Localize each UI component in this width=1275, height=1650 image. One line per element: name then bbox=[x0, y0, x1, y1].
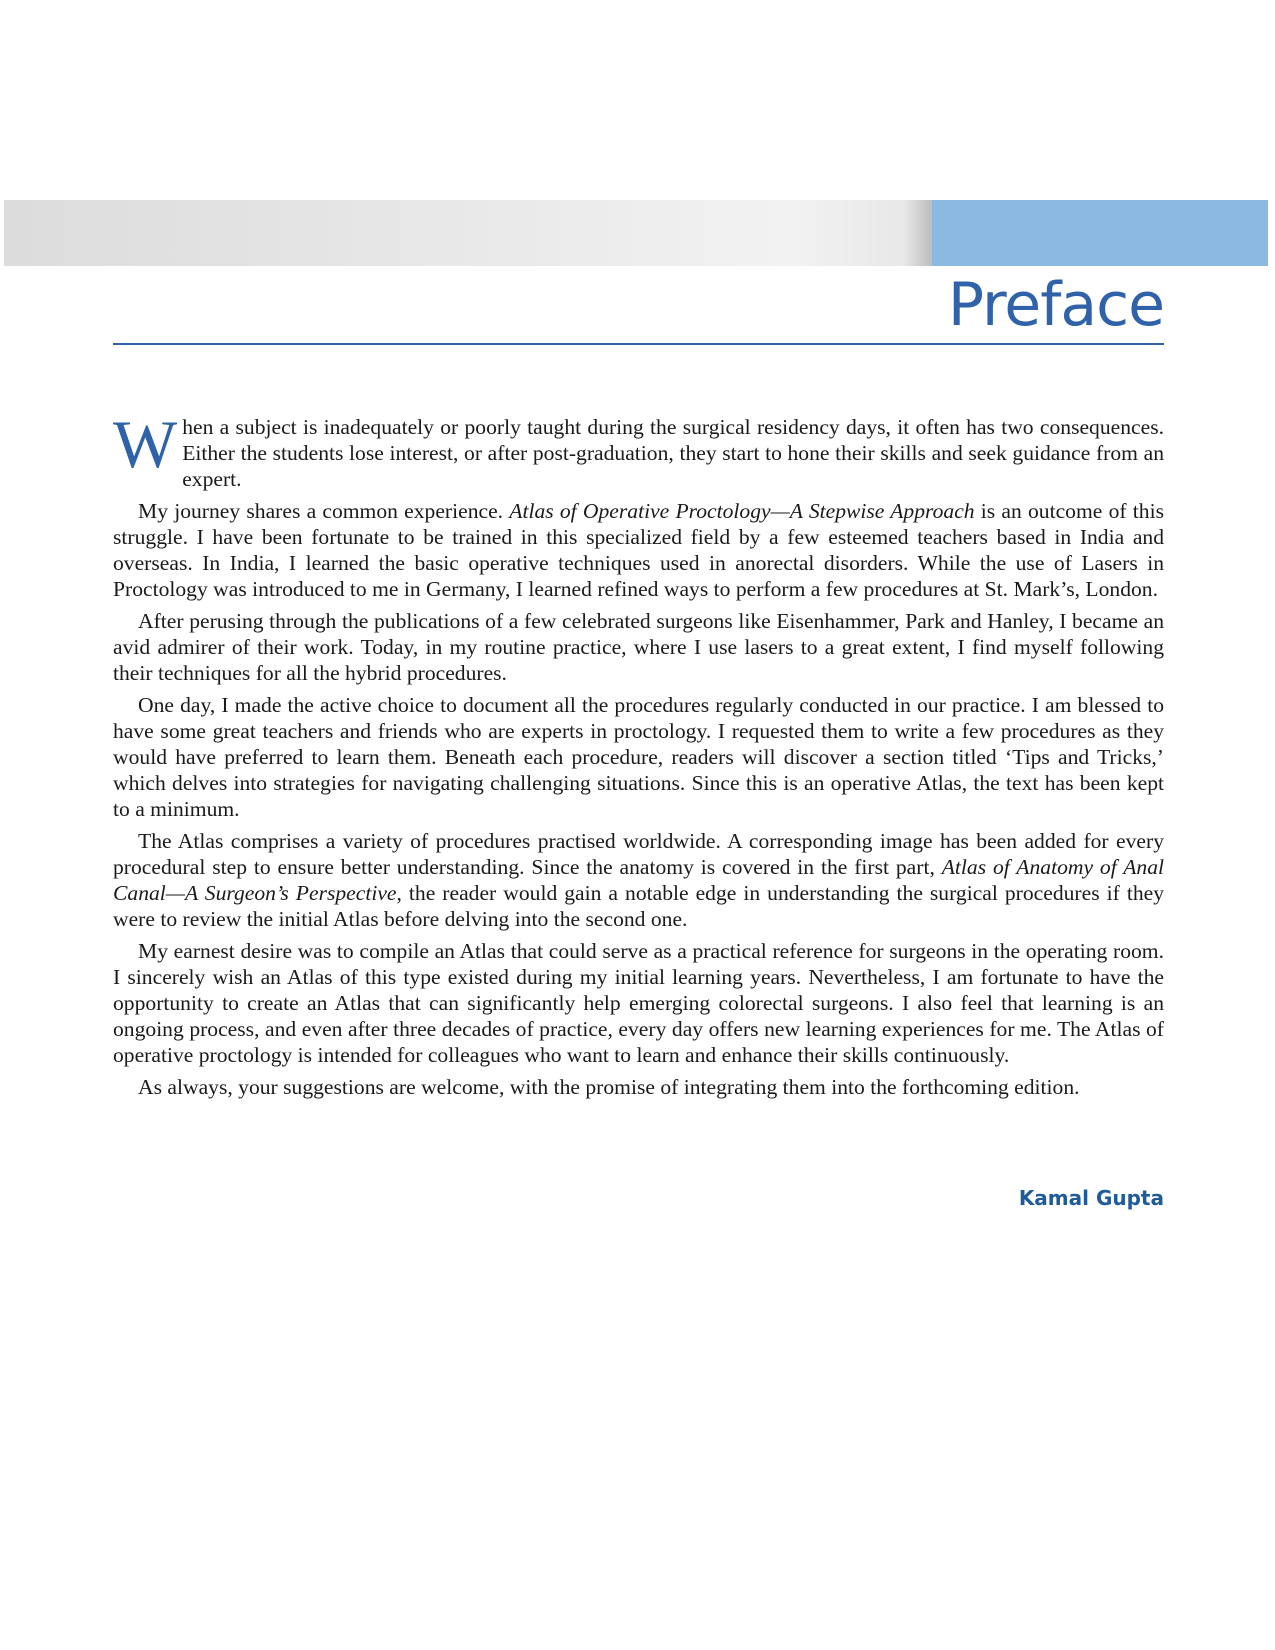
paragraph-3: After perusing through the publications of a few celebrated surgeons like Eisenhammer, Park and Hanley, I became an avid admirer of their work. Today, in my routine practice, where I use lasers to a great extent, I find myself following their techniques for all the hybrid procedures. bbox=[113, 609, 1164, 685]
book-title-anatomy: Atlas of Anatomy of Anal Canal—A Surgeon’s Perspective bbox=[113, 855, 1164, 905]
page-title: Preface bbox=[947, 270, 1164, 340]
paragraph-1 bbox=[113, 406, 1164, 492]
preface-body bbox=[113, 406, 1164, 1106]
paragraph-5-text-b: , the reader would gain a notable edge in understanding the surgical procedures if they were to review the initial Atlas before delving into the second one. bbox=[113, 881, 1164, 931]
paragraph-5 bbox=[113, 828, 1164, 932]
paragraph-2-text-b: is an outcome of this struggle. I have been fortunate to be trained in this specialized field by a few esteemed teachers based in India and overseas. In India, I learned the basic operative techniques used in anorectal disorders. While the use of Lasers in Proctology was introduced to me in Germany, I learned refined ways to perform a few procedures at St. Mark’s, London. bbox=[113, 499, 1164, 601]
paragraph-4: One day, I made the active choice to document all the procedures regularly conducted in our practice. I am blessed to have some great teachers and friends who are experts in proctology. I requested them to write a few procedures as they would have preferred to learn them. Beneath each procedure, readers will discover a section titled ‘Tips and Tricks,’ which delves into strategies for navigating challenging situations. Since this is an operative Atlas, the text has been kept to a minimum. bbox=[113, 693, 1164, 821]
header-band-gray bbox=[4, 200, 932, 266]
header-band-blue bbox=[932, 200, 1268, 266]
dropcap: W bbox=[113, 406, 178, 482]
paragraph-2 bbox=[113, 498, 1164, 602]
paragraph-6: My earnest desire was to compile an Atlas that could serve as a practical reference for surgeons in the operating room. I sincerely wish an Atlas of this type existed during my initial learning years. Nevertheless, I am fortunate to have the opportunity to create an Atlas that can significantly help emerging colorectal surgeons. I also feel that learning is an ongoing process, and even after three decades of practice, every day offers new learning experiences for me. The Atlas of operative proctology is intended for colleagues who want to learn and enhance their skills continuously. bbox=[113, 939, 1164, 1067]
paragraph-1-text: hen a subject is inadequately or poorly taught during the surgical residency days, it often has two consequences. Either the students lose interest, or after post-graduation, they start to hone their skills and seek guidance from an expert. bbox=[182, 415, 1164, 491]
title-rule bbox=[113, 343, 1164, 345]
paragraph-5-text-a: The Atlas comprises a variety of procedures practised worldwide. A corresponding image has been added for every procedural step to ensure better understanding. Since the anatomy is covered in the first part, bbox=[113, 829, 1164, 879]
paragraph-2-text-a: My journey shares a common experience. bbox=[138, 499, 510, 523]
book-title-operative: Atlas of Operative Proctology—A Stepwise Approach bbox=[509, 499, 975, 523]
header-band bbox=[4, 200, 1268, 266]
author-signature: Kamal Gupta bbox=[1018, 1186, 1164, 1210]
paragraph-7: As always, your suggestions are welcome, with the promise of integrating them into the forthcoming edition. bbox=[138, 1075, 1080, 1099]
